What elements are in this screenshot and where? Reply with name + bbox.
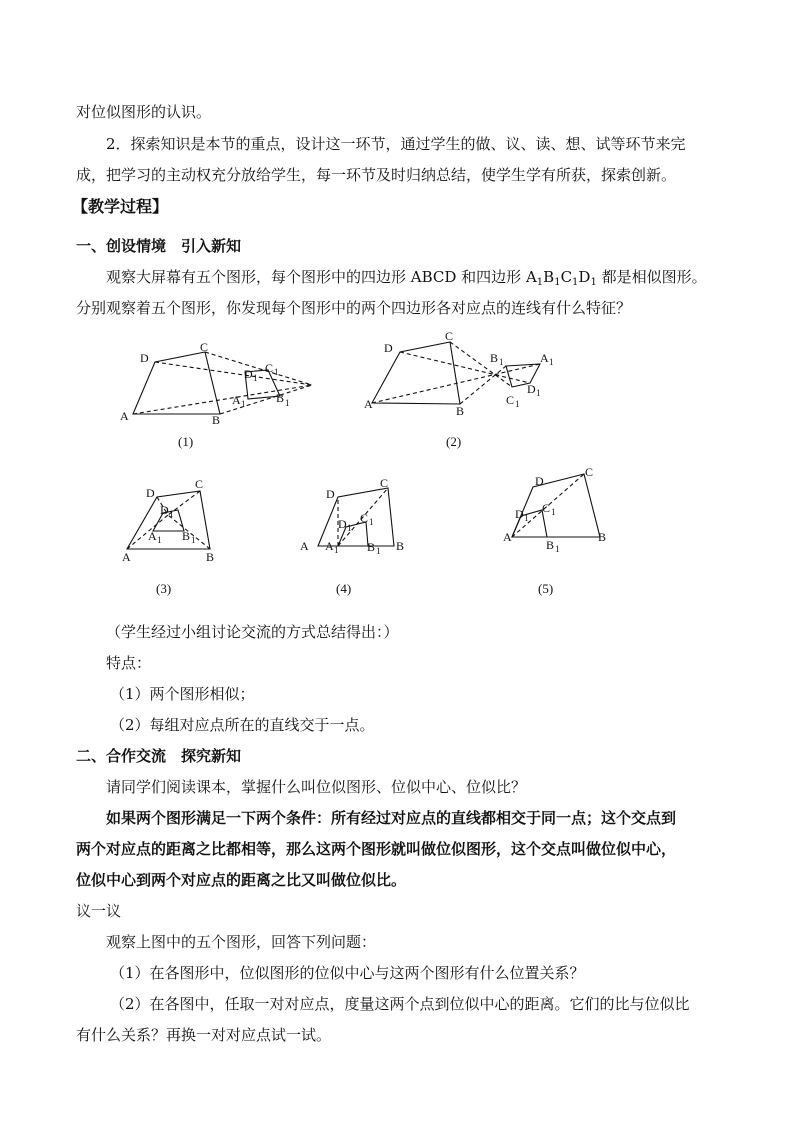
sub-b1: 1 [285, 398, 290, 408]
sub-a1: 1 [241, 399, 246, 409]
sub-b1: 1 [191, 535, 196, 545]
label-c1: C [506, 393, 515, 407]
ray-d-1 [155, 362, 312, 385]
label-a: A [120, 409, 129, 423]
ray-c-1 [205, 352, 312, 385]
label-a: A [122, 550, 131, 564]
label-a: A [300, 539, 309, 553]
label-a1: A [148, 529, 157, 543]
caption-1: (1) [178, 434, 194, 449]
label-d1: D [244, 367, 253, 381]
label-d1: D [515, 507, 524, 521]
read-prompt: 请同学们阅读课本，掌握什么叫位似图形、位似中心、位似比？ [106, 778, 527, 796]
figure-3 [122, 477, 214, 596]
sub-b1: 1 [376, 546, 381, 556]
observe-line-a: 观察大屏幕有五个图形，每个图形中的四边形 ABCD 和四边形 $A_1B_1C_1D_1$ 都是相似图形。 [106, 268, 707, 288]
label-b1: B [546, 538, 555, 552]
label-d: D [140, 351, 149, 365]
question-2-line-b: 有什么关系？再换一对对应点试一试。 [76, 1026, 332, 1044]
feature-2: （2）每组对应点所在的直线交于一点。 [110, 716, 375, 734]
sub-d1: 1 [169, 509, 174, 519]
label-a1: A [232, 393, 241, 407]
section-title: 【教学过程】 [72, 197, 169, 216]
label-c1: C [265, 361, 274, 375]
heading-1: 一、创设情境 引入新知 [76, 237, 242, 255]
figure-5 [503, 465, 606, 596]
label-d: D [326, 487, 335, 501]
point-2-line-a: 2．探索知识是本节的重点，设计这一环节，通过学生的做、议、读、想、试等环节来完 [106, 135, 686, 153]
caption-5: (5) [538, 581, 554, 596]
label-c: C [445, 329, 454, 343]
sub-d1: 1 [536, 388, 541, 398]
question-1: （1）在各图形中，位似图形的位似中心与这两个图形有什么位置关系？ [110, 964, 585, 982]
label-b: B [206, 550, 215, 564]
figure-4 [300, 476, 404, 596]
label-d: D [535, 474, 544, 488]
quad-abcd-3 [127, 491, 210, 549]
label-c1: C [542, 501, 551, 515]
label-b1: B [276, 391, 285, 405]
label-d1: D [338, 517, 347, 531]
caption-3: (3) [156, 581, 172, 596]
label-c: C [195, 477, 204, 491]
figure-1 [120, 340, 312, 449]
label-b1: B [490, 351, 499, 365]
label-d: D [384, 341, 393, 355]
sub-b1: 1 [555, 544, 560, 554]
label-d1: D [160, 503, 169, 517]
caption-4: (4) [336, 581, 352, 596]
label-b: B [212, 413, 221, 427]
label-b: B [598, 530, 607, 544]
sub-a1: 1 [157, 535, 162, 545]
quad-abcd-5 [512, 474, 600, 537]
point-2-line-b: 成，把学习的主动权充分放给学生，每一环节及时归纳总结，使学生学有所获，探索创新。 [76, 166, 677, 184]
heading-3: 议一议 [76, 902, 122, 920]
label-d: D [146, 486, 155, 500]
question-intro: 观察上图中的五个图形，回答下列问题： [106, 933, 377, 951]
feature-1: （1）两个图形相似； [110, 685, 255, 703]
caption-2: (2) [446, 434, 462, 449]
observe-line-b: 分别观察着五个图形，你发现每个图形中的两个四边形各对应点的连线有什么特征？ [76, 299, 632, 317]
label-a: A [503, 530, 512, 544]
heading-2: 二、合作交流 探究新知 [76, 747, 242, 765]
label-b: B [456, 404, 465, 418]
sub-d1: 1 [524, 513, 529, 523]
definition-line-a: 如果两个图形满足一下两个条件：所有经过对应点的直线都相交于同一点；这个交点到 [106, 809, 677, 827]
definition-line-b: 两个对应点的距离之比都相等，那么这两个图形就叫做位似图形，这个交点叫做位似中心， [76, 840, 677, 858]
sub-c1: 1 [274, 367, 279, 377]
label-a1: A [325, 539, 334, 553]
sub-a1: 1 [334, 545, 339, 555]
label-b1: B [367, 540, 376, 554]
sub-c1: 1 [515, 399, 520, 409]
summary-note: （学生经过小组讨论交流的方式总结得出：） [106, 623, 399, 641]
sub-a1: 1 [549, 357, 554, 367]
intro-tail: 对位似图形的认识。 [76, 103, 212, 121]
feature-label: 特点： [106, 654, 152, 672]
ray-d-2 [400, 352, 530, 383]
label-a1: A [540, 351, 549, 365]
ray-a-2 [372, 364, 540, 403]
sub-d1: 1 [347, 523, 352, 533]
sub-d1: 1 [253, 373, 258, 383]
question-2-line-a: （2）在各图中，任取一对对应点，度量这两个点到位似中心的距离。它们的比与位似比 [110, 995, 690, 1013]
sub-b1: 1 [499, 357, 504, 367]
label-c1: C [360, 511, 369, 525]
label-a: A [364, 397, 373, 411]
label-c: C [200, 340, 209, 354]
figure-2 [364, 329, 554, 449]
sub-c1: 1 [551, 507, 556, 517]
label-d1: D [527, 382, 536, 396]
sub-c1: 1 [369, 517, 374, 527]
label-c: C [380, 476, 389, 490]
definition-line-c: 位似中心到两个对应点的距离之比又叫做位似比。 [76, 871, 407, 889]
label-c: C [585, 465, 594, 479]
label-b1: B [182, 529, 191, 543]
label-b: B [396, 539, 405, 553]
